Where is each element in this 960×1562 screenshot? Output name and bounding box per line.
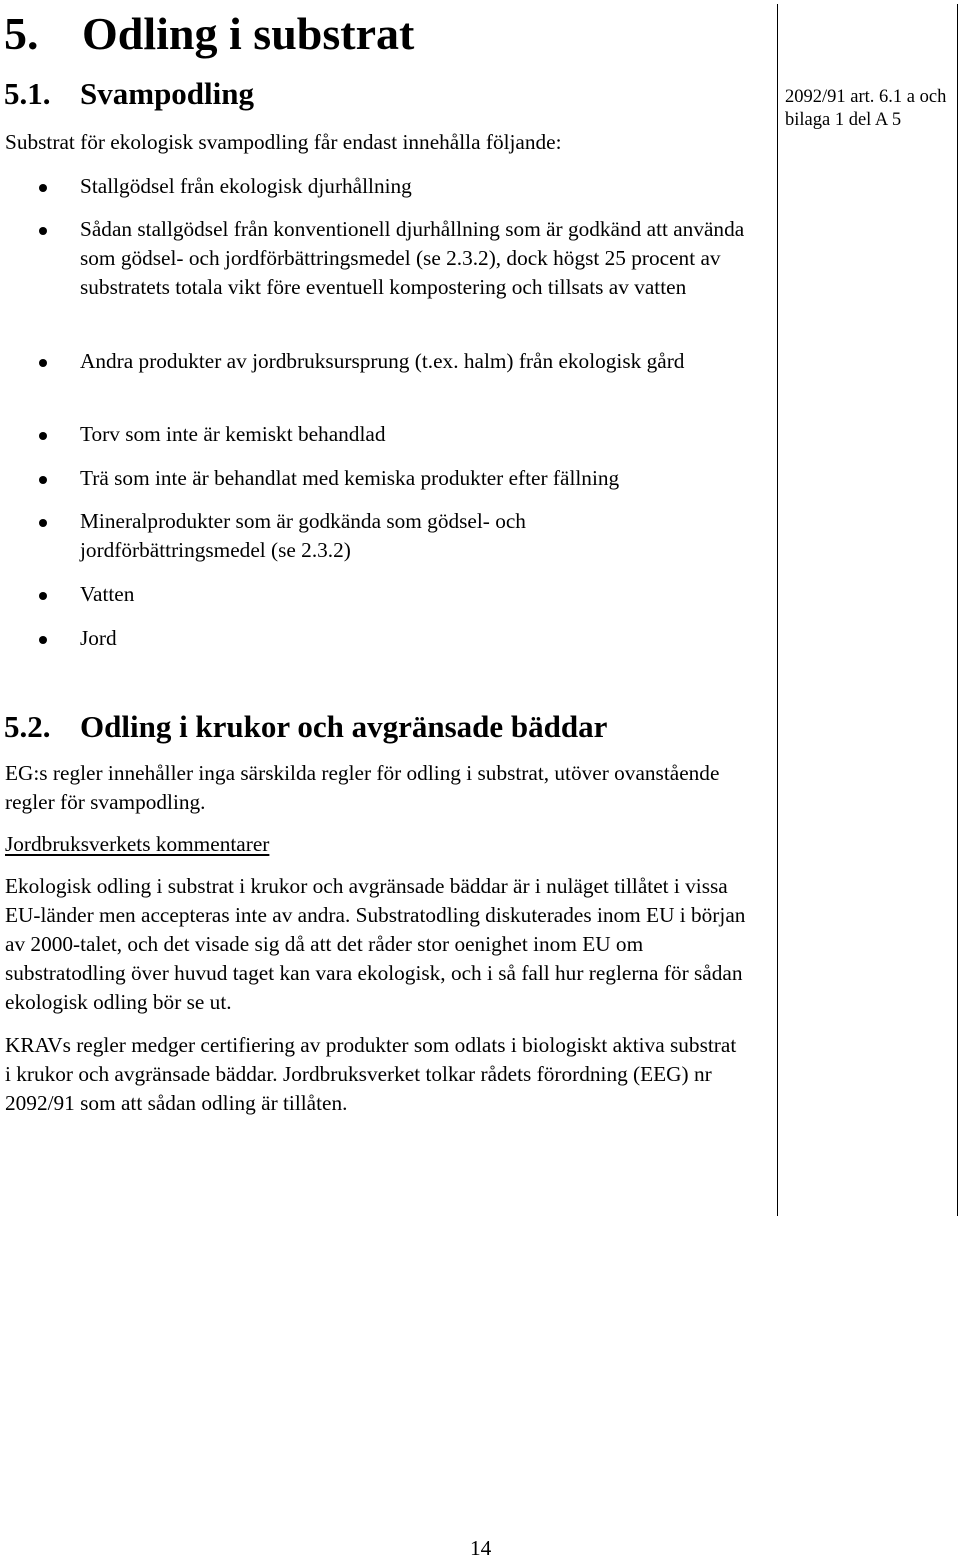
section-intro: Substrat för ekologisk svampodling får endast innehålla följande:: [5, 130, 562, 154]
bullet-icon: [39, 519, 47, 527]
section-number: 5.1.: [4, 76, 51, 111]
bullet-icon: [39, 636, 47, 644]
margin-divider-left: [777, 4, 778, 1216]
chapter-number: 5.: [4, 8, 39, 59]
list-item-text: Trä som inte är behandlat med kemiska produkter efter fällning: [80, 466, 620, 490]
comment-paragraph-1: Ekologisk odling i substrat i krukor och avgränsade bäddar är i nuläget tillåtet i vissa EU-länder men accepteras inte av andra. Substratodling diskuterades inom EU i början av 2000-talet, och det visade sig då att det råder stor oenighet inom EU om substratodling över huvud taget kan vara ekologisk, och i så fall hur reglerna för sådan ekologisk odling bör se ut.: [5, 874, 746, 1014]
section-heading-krukor: [4, 707, 607, 747]
bullet-icon: [39, 432, 47, 440]
comment-paragraph-2: KRAVs regler medger certifiering av produkter som odlats i biologiskt aktiva substrat i krukor och avgränsade bäddar. Jordbruksverket tolkar rådets förordning (EEG) nr 2092/91 som att sådan odling är tillåten.: [5, 1033, 737, 1115]
bullet-icon: [39, 476, 47, 484]
legal-reference-note: 2092/91 art. 6.1 a och bilaga 1 del A 5: [785, 87, 947, 130]
comment-heading: Jordbruksverkets kommentarer: [5, 832, 270, 856]
list-item-text: Mineralprodukter som är godkända som gödsel- och jordförbättringsmedel (se 2.3.2): [80, 509, 526, 562]
chapter-heading: [4, 6, 414, 62]
page-number: 14: [470, 1536, 492, 1560]
section-title: Odling i krukor och avgränsade bäddar: [80, 709, 608, 744]
list-item-text: Vatten: [80, 582, 135, 606]
chapter-title: Odling i substrat: [82, 8, 415, 59]
bullet-icon: [39, 184, 47, 192]
section-number: 5.2.: [4, 709, 51, 744]
bullet-icon: [39, 592, 47, 600]
section-title: Svampodling: [80, 76, 255, 111]
margin-divider-right: [957, 4, 958, 1216]
section-paragraph: EG:s regler innehåller inga särskilda regler för odling i substrat, utöver ovanstående regler för svampodling.: [5, 761, 720, 814]
list-item-text: Torv som inte är kemiskt behandlad: [80, 422, 386, 446]
list-item-text: Stallgödsel från ekologisk djurhållning: [80, 174, 412, 198]
bullet-icon: [39, 227, 47, 235]
bullet-icon: [39, 359, 47, 367]
list-item-text: Jord: [80, 626, 117, 650]
list-item-text: Sådan stallgödsel från konventionell djurhållning som är godkänd att använda som gödsel- och jordförbättringsmedel (se 2.3.2), dock högst 25 procent av substratets totala vikt före eventuell kompostering och tillsats av vatten: [80, 217, 745, 299]
list-item-text: Andra produkter av jordbruksursprung (t.ex. halm) från ekologisk gård: [80, 349, 685, 373]
section-heading-svampodling: [4, 74, 254, 114]
